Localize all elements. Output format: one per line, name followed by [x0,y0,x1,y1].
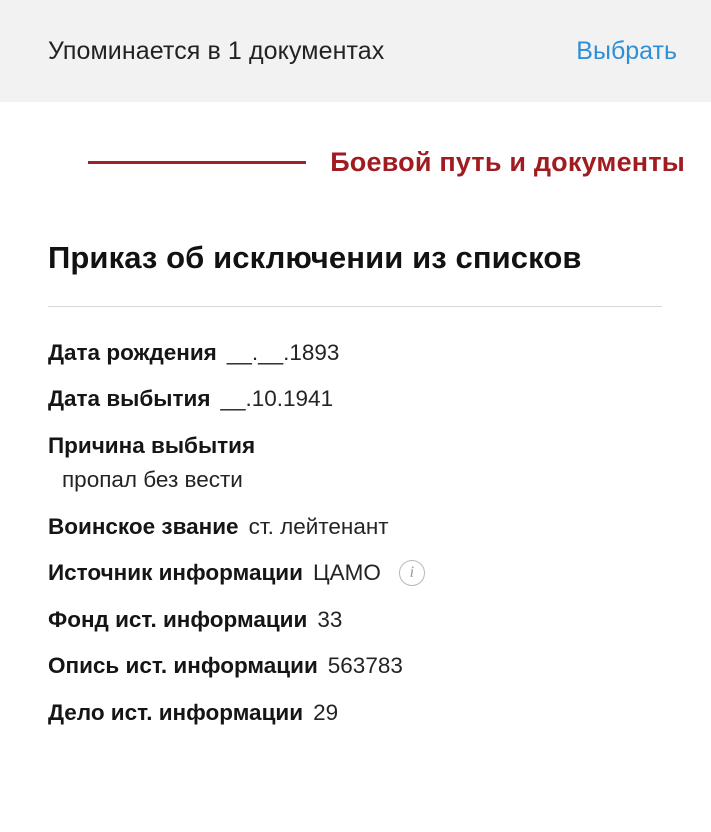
document-field [48,652,663,679]
field-value: ст. лейтенант [248,513,389,539]
field-value: __.__.1893 [226,340,340,365]
select-button[interactable]: Выбрать [576,36,677,65]
document-divider [48,306,662,307]
field-label: Источник информации [48,560,303,586]
field-value: 33 [317,606,343,632]
field-value: пропал без вести [62,467,243,493]
section-rule-decoration [88,161,306,164]
field-label: Дата выбытия [48,386,211,412]
field-value: __.10.1941 [220,386,334,412]
field-label: Опись ист. информации [48,653,318,679]
mentions-count-label: Упоминается в 1 документах [48,36,385,65]
document-field [48,559,663,586]
document-field [48,513,663,540]
document-field [48,432,663,494]
field-value: 29 [313,699,339,725]
document-field [48,699,663,726]
document-field [48,606,663,633]
document-field [48,339,663,366]
document-title: Приказ об исключении из списков [48,240,582,275]
section-header [0,102,711,178]
document-field [48,385,663,412]
document-fields [48,339,663,726]
field-label: Причина выбытия [48,432,256,458]
section-title: Боевой путь и документы [330,147,685,177]
top-bar [0,0,711,102]
field-value: 563783 [327,653,403,679]
info-icon[interactable]: i [399,560,425,586]
field-value: ЦАМО [312,560,381,586]
field-label: Дело ист. информации [48,699,304,725]
field-label: Дата рождения [48,340,217,365]
document-card [0,178,711,726]
field-label: Воинское звание [48,513,239,539]
field-label: Фонд ист. информации [48,606,308,632]
